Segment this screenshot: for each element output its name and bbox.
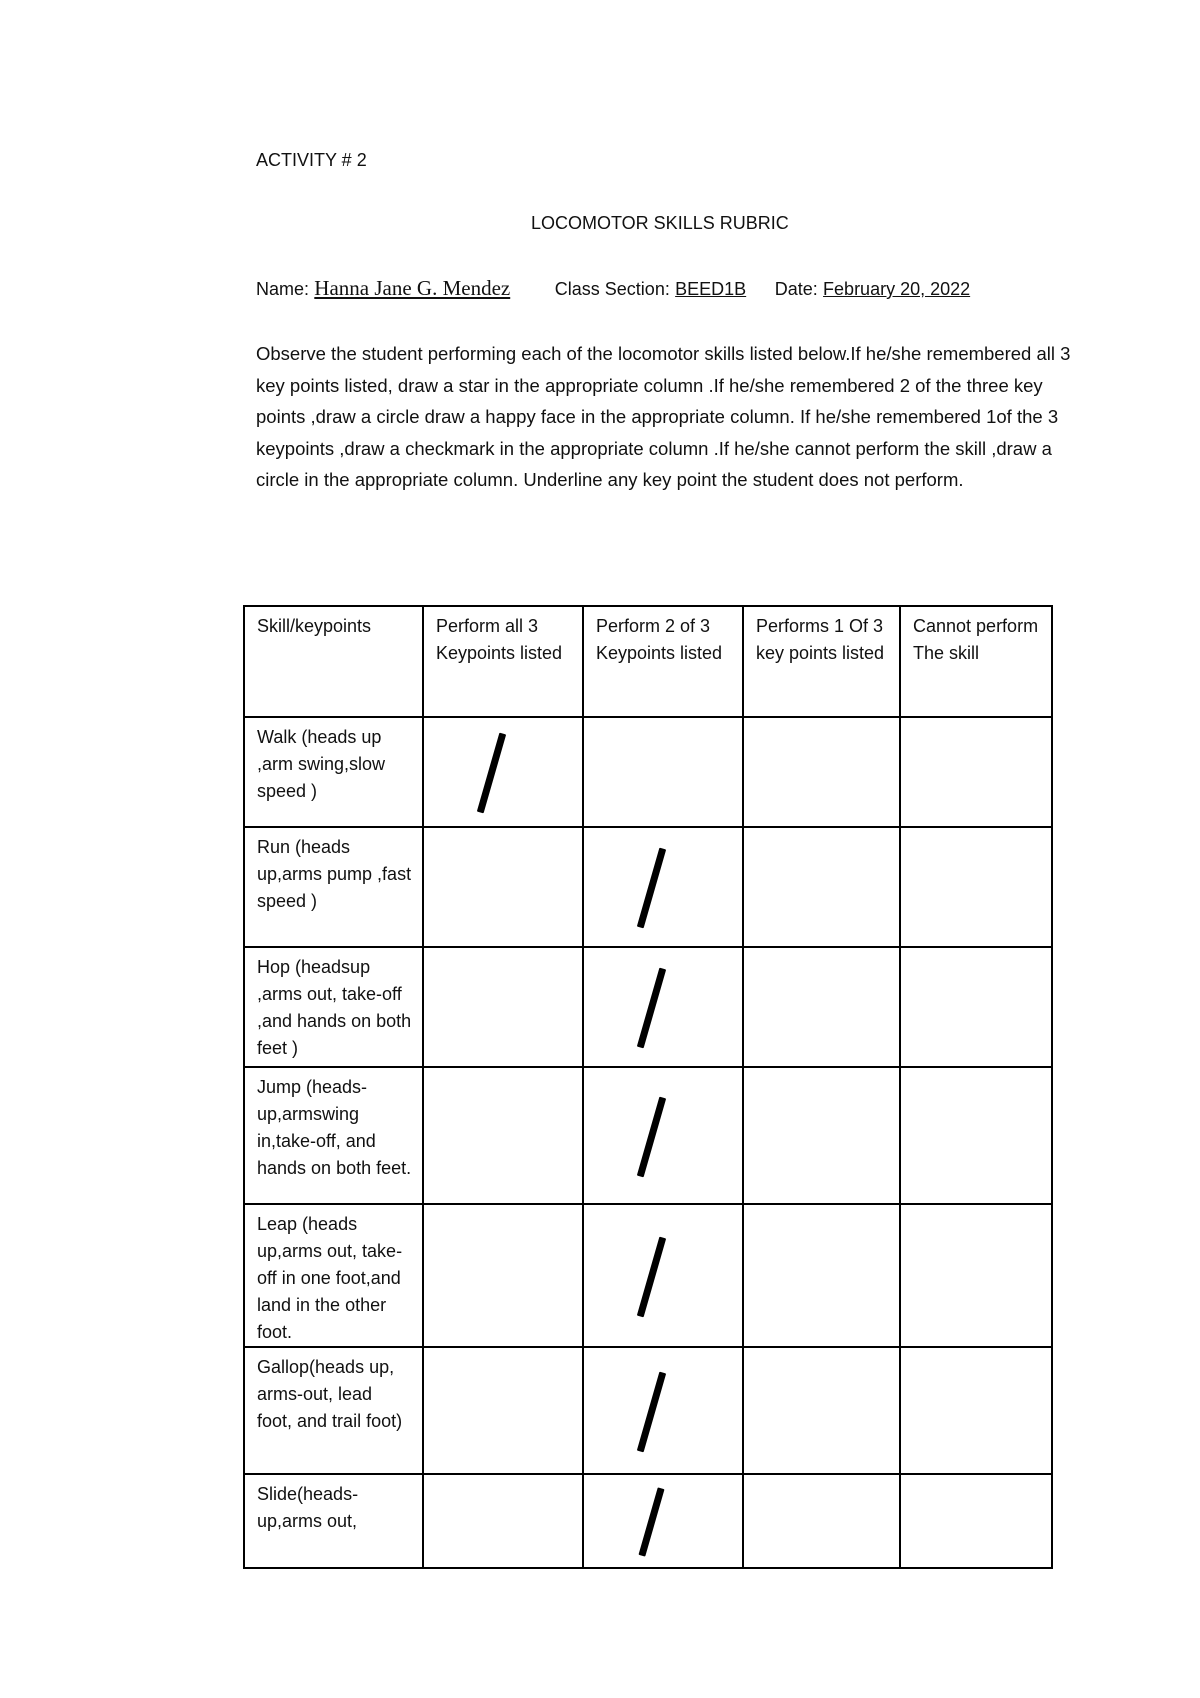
slash-mark: [638, 1487, 664, 1556]
student-info-line: [256, 276, 970, 301]
rating-cell: [583, 947, 743, 1067]
skill-cell: Slide(heads-up,arms out,: [244, 1474, 423, 1568]
rating-cell: [900, 827, 1052, 947]
skill-cell: Hop (headsup ,arms out, take-off ,and hands on both feet ): [244, 947, 423, 1067]
rating-cell: [743, 1204, 900, 1347]
header-cell: Perform all 3 Keypoints listed: [423, 606, 583, 717]
skill-cell: Run (heads up,arms pump ,fast speed ): [244, 827, 423, 947]
name-label: Name:: [256, 279, 310, 299]
date-label: Date:: [774, 279, 818, 299]
rating-cell: [423, 717, 583, 827]
rating-cell: [583, 827, 743, 947]
rating-cell: [583, 1474, 743, 1568]
rating-cell: [583, 1067, 743, 1204]
rubric-table: [243, 605, 1053, 1569]
rating-cell: [743, 1347, 900, 1474]
rating-cell: [423, 1347, 583, 1474]
header-cell: Performs 1 Of 3 key points listed: [743, 606, 900, 717]
rating-cell: [743, 1067, 900, 1204]
header-cell: Cannot perform The skill: [900, 606, 1052, 717]
header-cell: Skill/keypoints: [244, 606, 423, 717]
rating-cell: [900, 1474, 1052, 1568]
rating-cell: [900, 1204, 1052, 1347]
rating-cell: [423, 1474, 583, 1568]
rating-cell: [743, 827, 900, 947]
rating-cell: [583, 1204, 743, 1347]
class-section-label: Class Section:: [554, 279, 670, 299]
rating-cell: [423, 827, 583, 947]
rating-cell: [900, 947, 1052, 1067]
rating-cell: [583, 717, 743, 827]
rating-cell: [423, 1067, 583, 1204]
class-section-value: BEED1B: [675, 279, 747, 299]
slash-mark: [637, 1371, 666, 1452]
page-title: LOCOMOTOR SKILLS RUBRIC: [531, 213, 789, 233]
slash-mark: [637, 968, 666, 1049]
rating-cell: [583, 1347, 743, 1474]
rating-cell: [900, 1067, 1052, 1204]
rating-cell: [900, 717, 1052, 827]
rating-cell: [423, 1204, 583, 1347]
rating-cell: [423, 947, 583, 1067]
slash-mark: [637, 848, 666, 929]
skill-cell: Jump (heads-up,armswing in,take-off, and hands on both feet.: [244, 1067, 423, 1204]
table-row: [244, 1474, 1052, 1568]
slash-mark: [477, 733, 506, 814]
student-name: Hanna Jane G. Mendez: [314, 276, 511, 300]
table-row: [244, 1347, 1052, 1474]
table-header-row: [244, 606, 1052, 717]
table-row: [244, 827, 1052, 947]
instructions-paragraph: Observe the student performing each of the locomotor skills listed below.If he/she remembered all 3 key points listed, draw a star in the appropriate column .If he/she remembered 2 of the three key points ,draw a circle draw a happy face in the appropriate column. If he/she remembered 1of the 3 keypoints ,draw a checkmark in the appropriate column .If he/she cannot perform the skill ,draw a circle in the appropriate column. Underline any key point the student does not perform.: [256, 343, 1071, 490]
slash-mark: [637, 1236, 666, 1317]
table-row: [244, 1067, 1052, 1204]
rating-cell: [743, 1474, 900, 1568]
table-row: [244, 947, 1052, 1067]
table-row: [244, 717, 1052, 827]
rating-cell: [743, 947, 900, 1067]
skill-cell: Leap (heads up,arms out, take-off in one foot,and land in the other foot.: [244, 1204, 423, 1347]
date-value: February 20, 2022: [823, 279, 971, 299]
activity-label: ACTIVITY # 2: [256, 150, 367, 170]
skill-cell: Walk (heads up ,arm swing,slow speed ): [244, 717, 423, 827]
table-row: [244, 1204, 1052, 1347]
skill-cell: Gallop(heads up, arms-out, lead foot, and trail foot): [244, 1347, 423, 1474]
rating-cell: [900, 1347, 1052, 1474]
header-cell: Perform 2 of 3 Keypoints listed: [583, 606, 743, 717]
slash-mark: [637, 1096, 666, 1177]
rating-cell: [743, 717, 900, 827]
